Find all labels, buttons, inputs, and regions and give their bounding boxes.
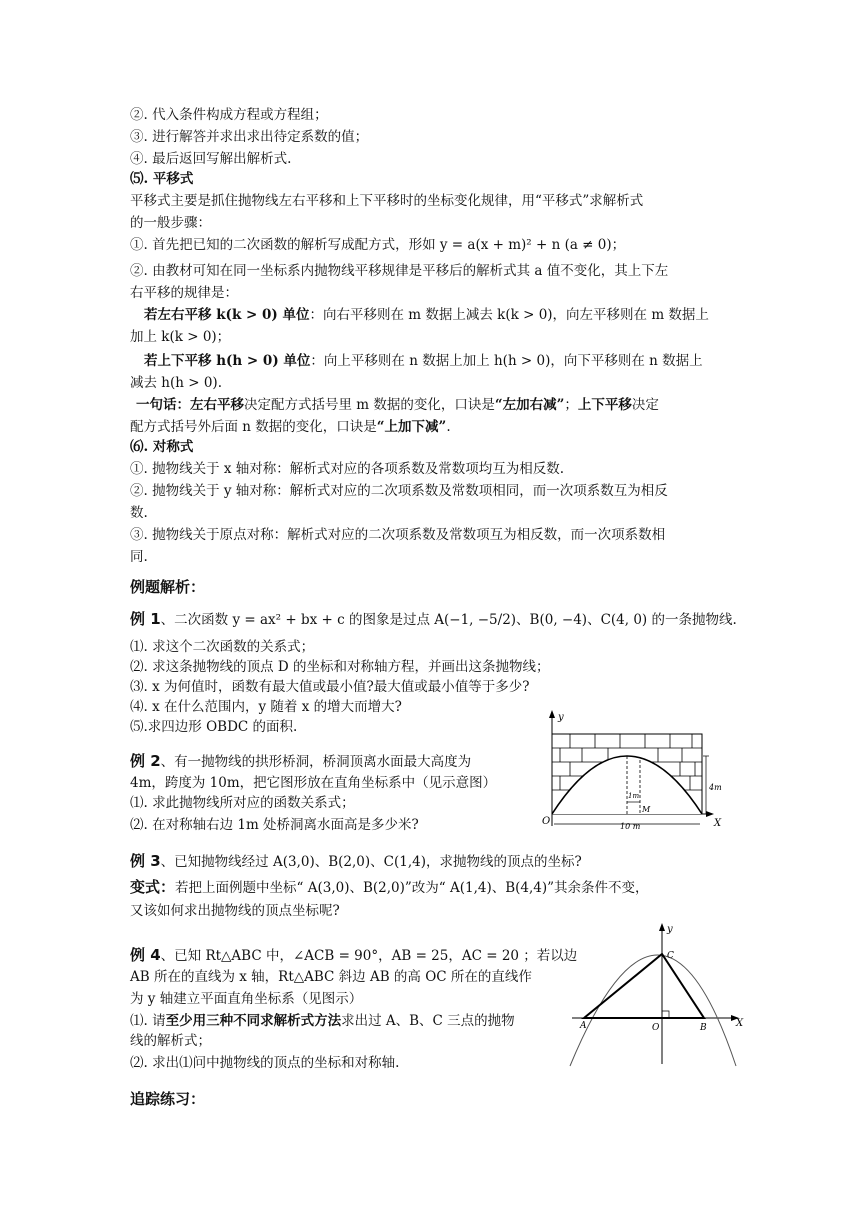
bridge-figure bbox=[540, 708, 736, 832]
example-4-text: 、已知 Rt△ABC 中，∠ACB = 90°，AB = 25，AC = 20 ；若以边 bbox=[160, 948, 578, 964]
bridge-m-label: M bbox=[642, 805, 651, 814]
summary-line-1 bbox=[136, 394, 659, 416]
summary-mnemonic-1: “左加右减” bbox=[494, 397, 565, 413]
left-right-rule bbox=[144, 304, 709, 326]
translation-step-2a: ②. 由教材可知在同一坐标系内抛物线平移规律是平移后的解析式其 a 值不变化，其上下左 bbox=[130, 263, 669, 279]
example-1-q2: ⑵. 求这条抛物线的顶点 D 的坐标和对称轴方程，并画出这条抛物线； bbox=[130, 659, 550, 675]
summary-mnemonic-2: “上加下减” bbox=[376, 419, 447, 435]
tri-y-label: y bbox=[667, 924, 673, 935]
symmetry-x: ①. 抛物线关于 x 轴对称：解析式对应的各项系数及常数项均互为相反数. bbox=[130, 461, 565, 477]
practice-heading: 追踪练习： bbox=[130, 1090, 206, 1108]
step-2-line: ②. 代入条件构成方程或方程组； bbox=[130, 107, 328, 123]
symmetry-y-2: 数. bbox=[130, 505, 148, 521]
summary-text-1: 决定配方式括号里 m 数据的变化，口诀是 bbox=[244, 397, 495, 413]
summary-lead: 一句话： bbox=[136, 397, 190, 413]
example-2-statement bbox=[130, 750, 471, 773]
tri-o-label: O bbox=[652, 1023, 660, 1033]
translation-intro-1: 平移式主要是抓住抛物线左右平移和上下平移时的坐标变化规律，用“平移式”求解析式 bbox=[130, 193, 644, 209]
example-4-q1-lead: ⑴. 请 bbox=[130, 1013, 166, 1029]
step-4-line: ④. 最后返回写解出解析式. bbox=[130, 151, 292, 167]
example-4-statement bbox=[130, 944, 577, 967]
example-1-q5: ⑸.求四边形 OBDC 的面积. bbox=[130, 719, 298, 735]
up-down-rule bbox=[144, 350, 703, 372]
summary-text-2: 决定 bbox=[631, 397, 659, 413]
example-4-q1 bbox=[130, 1010, 515, 1032]
bridge-x-label: X bbox=[714, 818, 722, 829]
tri-parabola bbox=[570, 955, 736, 1066]
example-4-text-3: 为 y 轴建立平面直角坐标系（见图示） bbox=[130, 991, 363, 1007]
example-3-text: 、已知抛物线经过 A(3,0)、B(2,0)、C(1,4)，求抛物线的顶点的坐标? bbox=[160, 854, 582, 870]
up-down-rule-text: ：向上平移则在 n 数据上加上 h(h > 0)，向下平移则在 n 数据上 bbox=[310, 353, 703, 369]
example-1-q4: ⑷. x 在什么范围内，y 随着 x 的增大而增大? bbox=[130, 699, 402, 715]
example-4-q1-bold: 至少用三种不同求解析式方法 bbox=[165, 1013, 342, 1029]
bridge-origin-label: O bbox=[542, 816, 551, 827]
tri-c-label: C bbox=[667, 951, 674, 961]
section-symmetry-title: ⑹. 对称式 bbox=[130, 439, 194, 455]
translation-step-2b: 右平移的规律是： bbox=[130, 285, 238, 301]
example-2-label: 例 2 bbox=[130, 752, 161, 770]
example-3-statement bbox=[130, 850, 582, 873]
variant-label: 变式： bbox=[130, 878, 176, 896]
summary-text-3: 配方式括号外后面 n 数据的变化，口诀是 bbox=[130, 419, 377, 435]
triangle-figure bbox=[566, 920, 750, 1068]
examples-heading: 例题解析： bbox=[130, 578, 206, 596]
translation-intro-2: 的一般步骤： bbox=[130, 215, 211, 231]
tri-triangle bbox=[584, 954, 704, 1018]
example-4-q1-cont: 线的解析式； bbox=[130, 1033, 211, 1049]
section-translation-title: ⑸. 平移式 bbox=[130, 171, 194, 187]
example-1-text: 、二次函数 y = ax² + bx + c 的图象是过点 A(−1, −5/2)、B(0, −4)、C(4, 0) 的一条抛物线. bbox=[160, 612, 737, 628]
example-2-q1: ⑴. 求此抛物线所对应的函数关系式； bbox=[130, 795, 355, 811]
summary-end: . bbox=[446, 419, 451, 435]
up-down-rule-cont: 减去 h(h > 0). bbox=[130, 375, 222, 391]
example-4-label: 例 4 bbox=[130, 946, 161, 964]
step-3-line: ③. 进行解答并求出求出待定系数的值； bbox=[130, 129, 369, 145]
example-4-text-2: AB 所在的直线为 x 轴，Rt△ABC 斜边 AB 的高 OC 所在的直线作 bbox=[130, 969, 532, 985]
summary-sep: ； bbox=[564, 397, 578, 413]
variant-text: 若把上面例题中坐标“ A(3,0)、B(2,0)”改为“ A(1,4)、B(4,4)”其余条件不变， bbox=[175, 880, 649, 896]
symmetry-origin-1: ③. 抛物线关于原点对称：解析式对应的二次项系数及常数项互为相反数，而一次项系数相 bbox=[130, 527, 666, 543]
example-3-label: 例 3 bbox=[130, 852, 161, 870]
tri-x-label: X bbox=[736, 1018, 744, 1029]
summary-ud: 上下平移 bbox=[577, 397, 632, 413]
variant-line-2: 又该如何求出抛物线的顶点坐标呢? bbox=[130, 903, 340, 919]
example-1-q1: ⑴. 求这个二次函数的关系式； bbox=[130, 639, 315, 655]
bridge-y-label: y bbox=[558, 712, 564, 723]
left-right-rule-bold: 若左右平移 k(k > 0) 单位 bbox=[144, 307, 310, 323]
example-1-statement bbox=[130, 608, 737, 631]
bridge-width-label: 10 m bbox=[620, 822, 641, 831]
tri-b-label: B bbox=[700, 1023, 707, 1033]
example-1-label: 例 1 bbox=[130, 610, 161, 628]
up-down-rule-bold: 若上下平移 h(h > 0) 单位 bbox=[144, 353, 311, 369]
bridge-height-label: 4m bbox=[709, 783, 722, 792]
symmetry-origin-2: 同. bbox=[130, 549, 148, 565]
symmetry-y-1: ②. 抛物线关于 y 轴对称：解析式对应的二次项系数及常数项相同，而一次项系数互为相反 bbox=[130, 483, 668, 499]
example-2-text-2: 4m，跨度为 10m，把它图形放在直角坐标系中（见示意图） bbox=[130, 775, 497, 791]
left-right-rule-text: ：向右平移则在 m 数据上减去 k(k > 0)，向左平移则在 m 数据上 bbox=[309, 307, 709, 323]
example-4-q2: ⑵. 求出⑴问中抛物线的顶点的坐标和对称轴. bbox=[130, 1055, 400, 1071]
summary-lr: 左右平移 bbox=[190, 397, 244, 413]
translation-step-1: ①. 首先把已知的二次函数的解析写成配方式，形如 y = a(x + m)² + n (a ≠ 0)； bbox=[130, 237, 626, 253]
summary-line-2 bbox=[130, 416, 451, 438]
left-right-rule-cont: 加上 k(k > 0)； bbox=[130, 329, 231, 345]
example-2-q2: ⑵. 在对称轴右边 1m 处桥洞离水面高是多少米? bbox=[130, 817, 419, 833]
variant-line-1 bbox=[130, 876, 649, 899]
tri-a-label: A bbox=[580, 1021, 587, 1031]
example-2-text: 、有一抛物线的拱形桥洞，桥洞顶离水面最大高度为 bbox=[160, 754, 472, 770]
example-4-q1-text: 求出过 A、B、C 三点的抛物 bbox=[341, 1013, 515, 1029]
example-1-q3: ⑶. x 为何值时，函数有最大值或最小值?最大值或最小值等于多少? bbox=[130, 679, 530, 695]
bridge-1m-label: 1m bbox=[628, 792, 640, 800]
